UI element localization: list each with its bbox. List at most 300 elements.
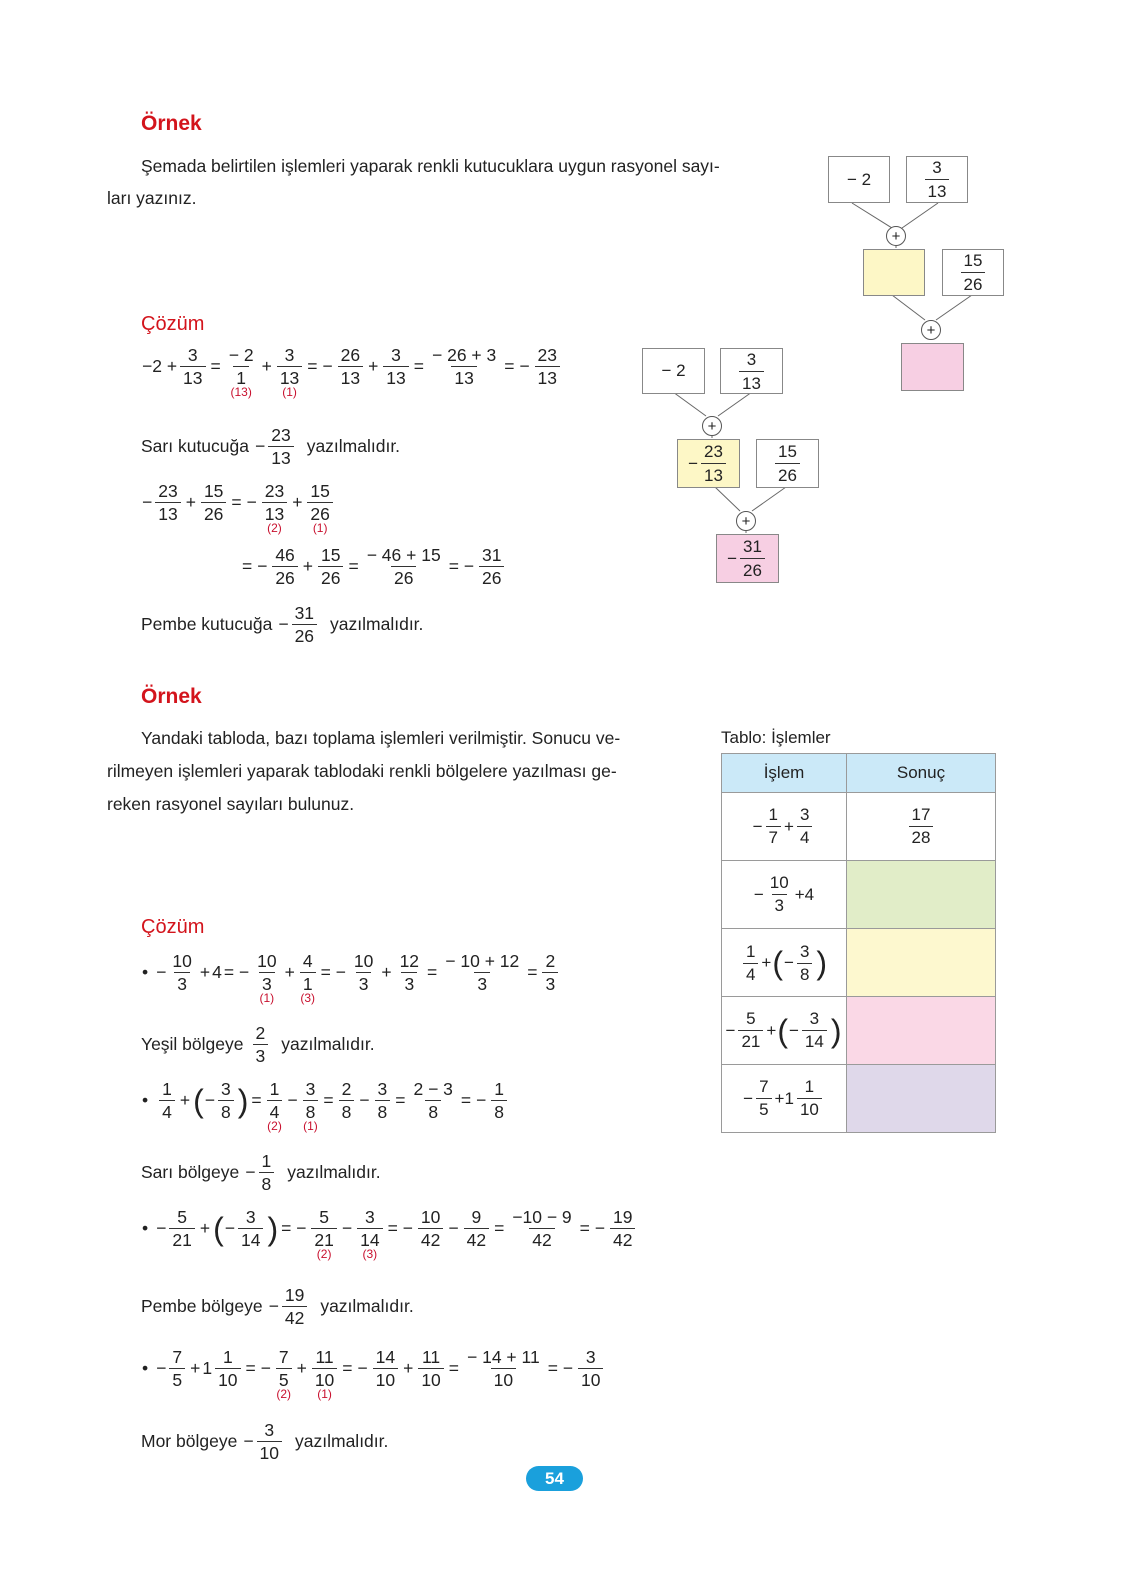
parenthesis: ( <box>193 1082 204 1119</box>
operator: = − <box>242 556 268 576</box>
solution-step-3: • − $\frac{5}{21}$ + ( − $\frac{3}{14}$ ) = − 5 21 (2) − 3 14 (3) = − $\frac{10}{42}$ − $\frac{9}{42}$ = $\frac{-10 - 9}{42}$ = − $\frac{19}{42}$ <box>142 1208 638 1249</box>
denominator: 5 <box>756 1098 771 1119</box>
denominator: 13 <box>925 179 950 201</box>
operator: − <box>341 1218 353 1238</box>
denominator: 26 <box>292 624 317 645</box>
operator: + <box>302 556 314 576</box>
numerator: 3 <box>746 349 757 369</box>
fraction <box>259 1152 275 1193</box>
numerator: 15 <box>203 481 224 501</box>
numerator: 3 <box>364 1207 375 1227</box>
fraction <box>509 1208 574 1249</box>
denominator: 26 <box>961 272 986 294</box>
numerator: 23 <box>271 425 291 445</box>
numerator: 2 <box>255 1023 266 1043</box>
table-caption: Tablo: İşlemler <box>721 728 831 747</box>
operator: + <box>261 356 272 376</box>
operator: = − <box>504 356 530 376</box>
fraction <box>201 482 226 523</box>
fraction <box>300 951 316 1005</box>
denominator: 3 <box>356 972 372 993</box>
result-cell <box>847 793 996 861</box>
operator: = − <box>223 962 250 982</box>
numerator: 3 <box>284 345 295 365</box>
example1-solution-heading: Çözüm <box>141 313 205 335</box>
numerator: 1 <box>745 941 756 961</box>
denominator: 8 <box>425 1100 441 1121</box>
fraction <box>155 482 180 523</box>
fraction <box>268 426 293 467</box>
operator: = − <box>547 1358 573 1378</box>
denominator: 13 <box>268 446 293 467</box>
denominator: 26 <box>307 502 332 523</box>
operator: = <box>210 356 221 376</box>
numerator: −10 − 9 <box>512 1207 572 1227</box>
solution-box-3-13 <box>720 348 783 394</box>
fraction <box>775 442 800 485</box>
operator: = <box>448 1358 460 1378</box>
denominator: 26 <box>775 463 800 485</box>
numerator: 11 <box>315 1347 334 1367</box>
operator: = <box>323 1090 334 1110</box>
fraction <box>961 251 986 294</box>
fraction <box>262 481 287 535</box>
solution-step-1: • − $\frac{10}{3}$ + 4 = − 10 3 (1) + 4 1 (3) = − $\frac{10}{3}$ + $\frac{12}{3}$ = $\frac{- 10 + 12}{3}$ = $\frac{2}{3}$ <box>142 952 561 993</box>
expansion-multiplier: (1) <box>303 1119 318 1133</box>
denominator: 8 <box>375 1100 391 1121</box>
fraction <box>159 1080 175 1121</box>
numerator: 2 <box>341 1079 352 1099</box>
denominator: 3 <box>253 1044 269 1065</box>
numerator: 4 <box>302 951 313 971</box>
expansion-multiplier: (1) <box>312 521 328 535</box>
denominator: 21 <box>311 1228 336 1249</box>
operator: = − <box>342 1358 368 1378</box>
expansion-multiplier: (2) <box>267 1119 282 1133</box>
numerator: 3 <box>187 345 198 365</box>
expansion-multiplier: (3) <box>362 1247 378 1261</box>
example1-heading: Örnek <box>141 112 202 135</box>
denominator: 21 <box>169 1228 194 1249</box>
operator: + <box>179 1090 191 1110</box>
denominator: 13 <box>180 366 205 387</box>
fraction <box>767 874 792 915</box>
denominator: 21 <box>738 1030 763 1051</box>
denominator: 8 <box>797 963 812 984</box>
numerator: 3 <box>585 1347 596 1367</box>
numerator: − 14 + 11 <box>467 1347 540 1367</box>
numerator: 10 <box>769 873 789 892</box>
fraction <box>429 346 499 387</box>
denominator: 8 <box>259 1172 275 1193</box>
operator: = <box>527 962 538 982</box>
fraction <box>226 345 257 399</box>
denominator: 13 <box>739 371 764 393</box>
numerator: 3 <box>245 1207 256 1227</box>
green-region <box>847 861 996 929</box>
parenthesis: ) <box>267 1210 279 1247</box>
numerator: 31 <box>743 537 762 556</box>
purple-region-answer: Mor bölgeye − $\frac{3}{10}$ yazılmalıdır. <box>141 1420 389 1463</box>
expansion-multiplier: (3) <box>300 991 316 1005</box>
yellow-answer: Sarı kutucuğa − $\frac{23}{13}$ yazılmalıdır. <box>141 425 401 468</box>
operator: = − <box>579 1218 605 1238</box>
fraction <box>253 1024 269 1065</box>
solution-pink-box: − $\frac{31}{26}$ <box>716 534 779 583</box>
denominator: 14 <box>357 1228 382 1249</box>
numerator: 5 <box>746 1009 756 1028</box>
denominator: 10 <box>312 1368 337 1389</box>
fraction <box>169 952 194 993</box>
numerator: − 46 + 15 <box>366 545 441 565</box>
plus-circle: + <box>886 226 906 246</box>
denominator: 42 <box>529 1228 554 1249</box>
fraction <box>276 1347 292 1401</box>
denominator: 26 <box>318 566 343 587</box>
numerator: 1 <box>222 1347 233 1367</box>
operator: = <box>413 356 424 376</box>
fraction <box>740 537 765 580</box>
denominator: 14 <box>802 1030 827 1051</box>
operator: + <box>381 962 392 982</box>
operator: + <box>199 1218 211 1238</box>
fraction <box>739 350 764 393</box>
numerator: 23 <box>264 481 285 501</box>
operator: − <box>448 1218 459 1238</box>
operator: + <box>284 962 295 982</box>
denominator: 10 <box>373 1368 398 1389</box>
numerator: 7 <box>759 1077 769 1096</box>
fraction <box>411 1080 456 1121</box>
denominator: 3 <box>259 972 275 993</box>
denominator: 4 <box>797 826 812 847</box>
fraction <box>311 1207 336 1261</box>
denominator: 10 <box>257 1441 282 1462</box>
numerator: 3 <box>809 1009 820 1028</box>
equation-2: − $\frac{23}{13}$ + $\frac{15}{26}$ = − 23 13 (2) + 15 26 (1) <box>142 482 336 523</box>
numerator: 3 <box>305 1079 316 1099</box>
fraction <box>312 1347 337 1401</box>
operator: + <box>185 492 196 512</box>
fraction <box>442 952 522 993</box>
numerator: − 26 + 3 <box>432 345 497 365</box>
plus-circle: + <box>702 416 722 436</box>
denominator: 8 <box>491 1100 507 1121</box>
parenthesis: ) <box>830 1012 842 1049</box>
operator: = − <box>231 492 257 512</box>
denominator: 8 <box>339 1100 355 1121</box>
pink-region <box>847 997 996 1065</box>
fraction <box>610 1208 635 1249</box>
operator: = − <box>448 556 474 576</box>
table-header-sonuc: Sonuç <box>847 754 996 793</box>
numerator: 23 <box>158 481 178 501</box>
operator: + <box>403 1358 414 1378</box>
operator: = − <box>307 356 333 376</box>
denominator: 42 <box>464 1228 489 1249</box>
fraction <box>364 546 444 587</box>
numerator: 1 <box>804 1077 815 1096</box>
denominator: 28 <box>909 826 934 847</box>
fraction <box>318 546 343 587</box>
denominator: 10 <box>418 1368 443 1389</box>
denominator: 4 <box>743 963 758 984</box>
fraction <box>797 806 812 847</box>
yellow-region <box>847 929 996 997</box>
numerator: 15 <box>778 442 797 461</box>
equation-3 <box>240 546 507 587</box>
problem-box-3-13 <box>906 156 968 203</box>
fraction <box>339 1080 355 1121</box>
numerator: 3 <box>377 1079 388 1099</box>
fraction <box>797 943 812 984</box>
fraction <box>180 346 205 387</box>
operator: + <box>190 1358 201 1378</box>
denominator: 13 <box>262 502 287 523</box>
denominator: 10 <box>491 1368 516 1389</box>
fraction <box>218 1080 234 1121</box>
fraction <box>479 546 504 587</box>
denominator: 26 <box>740 558 765 580</box>
pink-region-answer: Pembe bölgeye − $\frac{19}{42}$ yazılmalıdır. <box>141 1285 414 1328</box>
denominator: 13 <box>701 463 726 485</box>
table-header-islem: İşlem <box>722 754 847 793</box>
fraction <box>351 952 376 993</box>
operator: + <box>368 356 379 376</box>
numerator: 1 <box>261 1151 272 1171</box>
denominator: 4 <box>267 1100 283 1121</box>
problem-box-minus-two <box>828 156 890 203</box>
numerator: 46 <box>275 545 295 565</box>
pink-answer: Pembe kutucuğa − $\frac{31}{26}$ yazılmalıdır. <box>141 603 424 646</box>
yellow-region-answer: Sarı bölgeye − $\frac{1}{8}$ yazılmalıdır. <box>141 1151 381 1194</box>
fraction <box>254 951 279 1005</box>
denominator: 26 <box>201 502 226 523</box>
fraction <box>373 1348 398 1389</box>
denominator: 42 <box>282 1306 307 1327</box>
numerator: 26 <box>340 345 361 365</box>
numerator: 10 <box>172 951 192 971</box>
numerator: 3 <box>932 158 942 177</box>
numerator: 17 <box>911 805 931 824</box>
expansion-multiplier: (13) <box>230 385 252 399</box>
denominator: 3 <box>401 972 417 993</box>
fraction <box>756 1078 771 1119</box>
denominator: 13 <box>383 366 408 387</box>
fraction <box>338 346 363 387</box>
purple-region <box>847 1065 996 1133</box>
operator: = − <box>281 1218 307 1238</box>
problem-pink-box <box>901 343 964 391</box>
fraction <box>535 346 560 387</box>
fraction <box>383 346 408 387</box>
fraction <box>282 1286 307 1327</box>
numerator: 3 <box>264 1420 275 1440</box>
fraction <box>802 1010 827 1051</box>
numerator: 10 <box>257 951 277 971</box>
numerator: 19 <box>612 1207 633 1227</box>
operator: = <box>395 1090 406 1110</box>
numerator: 1 <box>269 1079 280 1099</box>
fraction <box>307 481 332 535</box>
expansion-multiplier: (1) <box>282 385 297 399</box>
numerator: 12 <box>399 951 420 971</box>
expansion-multiplier: (2) <box>267 521 282 535</box>
operator: − <box>287 1090 298 1110</box>
example1-text2: ları yazınız. <box>107 188 197 208</box>
denominator: 1 <box>233 366 249 387</box>
operator: = <box>427 962 438 982</box>
fraction <box>215 1348 240 1389</box>
fraction <box>464 1348 543 1389</box>
numerator: 1 <box>162 1079 172 1099</box>
fraction <box>491 1080 507 1121</box>
fraction <box>357 1207 382 1261</box>
fraction <box>277 345 302 399</box>
plus-circle: + <box>736 511 756 531</box>
numerator: 9 <box>471 1207 482 1227</box>
denominator: 3 <box>174 972 190 993</box>
denominator: 26 <box>391 566 416 587</box>
denominator: 3 <box>474 972 490 993</box>
fraction <box>238 1208 263 1249</box>
denominator: 42 <box>418 1228 443 1249</box>
numerator: 1 <box>494 1079 504 1099</box>
numerator: 19 <box>284 1285 305 1305</box>
eq-lead: −2 + <box>142 356 178 376</box>
fraction <box>169 1208 194 1249</box>
example1-text: Şemada belirtilen işlemleri yaparak renkli kutucuklara uygun rasyonel sayı- <box>141 156 720 176</box>
plus-circle: + <box>921 320 941 340</box>
operations-table <box>721 753 996 1133</box>
solution-box-15-26 <box>756 439 819 488</box>
denominator: 10 <box>215 1368 240 1389</box>
operator: = <box>251 1090 262 1110</box>
parenthesis: ) <box>237 1082 249 1119</box>
fraction <box>925 158 950 201</box>
page-number: 54 <box>526 1466 583 1491</box>
parenthesis: ( <box>777 1012 788 1049</box>
example2-text3: reken rasyonel sayıları bulunuz. <box>107 794 355 814</box>
denominator: 7 <box>766 826 781 847</box>
fraction <box>909 806 934 847</box>
parenthesis: ) <box>816 945 828 981</box>
table-row: $\frac{1}{4}$ + ( − $\frac{3}{8}$ ) <box>722 929 996 997</box>
fraction <box>738 1010 763 1051</box>
denominator: 13 <box>535 366 560 387</box>
numerator: − 2 <box>228 345 254 365</box>
operator: − <box>359 1090 370 1110</box>
expansion-multiplier: (2) <box>276 1387 292 1401</box>
fraction <box>578 1348 603 1389</box>
operator: + <box>199 962 211 982</box>
denominator: 42 <box>610 1228 635 1249</box>
numerator: 15 <box>321 545 341 565</box>
numerator: 23 <box>704 442 723 461</box>
denominator: 13 <box>277 366 302 387</box>
denominator: 10 <box>578 1368 603 1389</box>
fraction <box>542 952 558 993</box>
example2-text2: rilmeyen işlemleri yaparak tablodaki renkli bölgelere yazılması ge- <box>107 761 617 781</box>
denominator: 10 <box>797 1098 822 1119</box>
problem-box-minus-two-value: − 2 <box>846 169 872 189</box>
denominator: 14 <box>238 1228 263 1249</box>
numerator: 7 <box>278 1347 289 1367</box>
denominator: 5 <box>169 1368 185 1389</box>
numerator: 10 <box>353 951 374 971</box>
fraction <box>464 1208 489 1249</box>
denominator: 3 <box>772 894 787 915</box>
numerator: − 10 + 12 <box>445 951 520 971</box>
numerator: 3 <box>391 345 401 365</box>
denominator: 4 <box>159 1100 175 1121</box>
denominator: 8 <box>303 1100 319 1121</box>
solution-yellow-box: − $\frac{23}{13}$ <box>677 439 740 488</box>
parenthesis: ( <box>772 945 783 981</box>
denominator: 5 <box>276 1368 292 1389</box>
parenthesis: ( <box>213 1210 224 1247</box>
green-answer: Yeşil bölgeye $\frac{2}{3}$ yazılmalıdır. <box>141 1023 375 1066</box>
table-row: − $\frac{5}{21}$ + ( − $\frac{3}{14}$ ) <box>722 997 996 1065</box>
numerator: 3 <box>221 1079 231 1099</box>
problem-box-15-26 <box>942 249 1004 296</box>
operator: + <box>292 492 303 512</box>
operator: = <box>494 1218 505 1238</box>
numerator: 3 <box>799 941 810 961</box>
solution-box-minus-two <box>642 348 705 394</box>
expansion-multiplier: (1) <box>317 1387 332 1401</box>
denominator: 13 <box>451 366 476 387</box>
fraction <box>375 1080 391 1121</box>
solution-box-minus-two-value: − 2 <box>661 361 686 380</box>
numerator: 7 <box>172 1347 183 1367</box>
fraction <box>418 1348 443 1389</box>
fraction <box>169 1348 185 1389</box>
numerator: 2 − 3 <box>413 1079 453 1099</box>
fraction <box>397 952 422 993</box>
denominator: 3 <box>542 972 558 993</box>
denominator: 8 <box>218 1100 234 1121</box>
fraction <box>418 1208 443 1249</box>
expansion-multiplier: (1) <box>259 991 275 1005</box>
equation-1 <box>142 345 563 399</box>
denominator: 26 <box>479 566 504 587</box>
numerator: 31 <box>294 603 315 623</box>
numerator: 5 <box>177 1207 187 1227</box>
denominator: 1 <box>300 972 316 993</box>
numerator: 23 <box>537 345 558 365</box>
table-row: − $\frac{1}{7}$ + $\frac{3}{4}$ $\frac{17}{28}$ <box>722 793 996 861</box>
operator: = − <box>320 962 346 982</box>
operator: + <box>296 1358 307 1378</box>
solution-step-2: • $\frac{1}{4}$ + ( − $\frac{3}{8}$ ) = 1 4 (2) − 3 8 (1) = $\frac{2}{8}$ − $\frac{3}{8}$ = $\frac{2 - 3}{8}$ = − $\frac{1}{8}$ <box>142 1080 510 1121</box>
fraction <box>292 604 317 645</box>
numerator: 15 <box>310 481 330 501</box>
example2-heading: Örnek <box>141 685 202 708</box>
fraction <box>267 1079 283 1133</box>
operator: = − <box>245 1358 271 1378</box>
fraction <box>766 806 781 847</box>
denominator: 26 <box>272 566 297 587</box>
numerator: 31 <box>482 545 502 565</box>
operator: = − <box>460 1090 487 1110</box>
example2-text1: Yandaki tabloda, bazı toplama işlemleri verilmiştir. Sonucu ve- <box>141 728 621 748</box>
numerator: 15 <box>963 251 983 270</box>
numerator: 11 <box>421 1347 441 1367</box>
denominator: 13 <box>155 502 180 523</box>
denominator: 13 <box>338 366 363 387</box>
fraction <box>257 1421 282 1462</box>
